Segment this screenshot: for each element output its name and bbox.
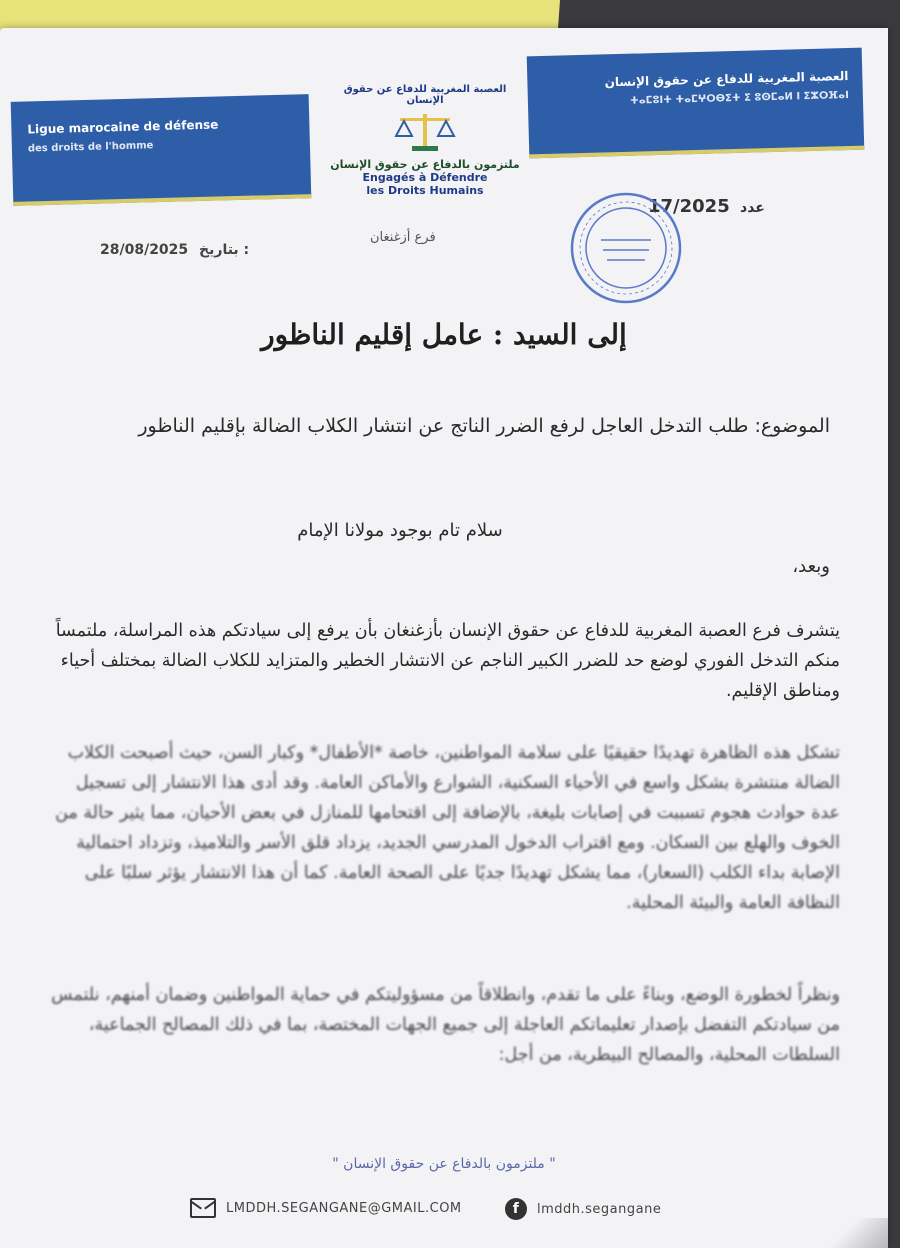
subject-label: الموضوع: [754, 415, 830, 437]
logo-french-slogan-2: les Droits Humains [366, 184, 484, 197]
right-banner-line1: العصبة المغربية للدفاع عن حقوق الإنسان [604, 68, 849, 90]
ref-number-label: عدد [740, 200, 765, 216]
right-banner-line2: ⵜⴰⵎⵓⵏⵜ ⵜⴰⵎⵖⵔⴱⵉⵜ ⵉ ⵓⵙⵎⴰⵍ ⵏ ⵉⵣⵔⴼⴰⵏ [629, 89, 849, 107]
logo-arabic-slogan: ملتزمون بالدفاع عن حقوق الإنسان [330, 158, 520, 171]
organization-stamp-icon [565, 190, 687, 306]
footer-facebook [505, 1198, 661, 1220]
paragraph-3: ونظراً لخطورة الوضع، وبناءً على ما تقدم، وانطلاقاً من مسؤوليتكم في حماية المواطنين وضمان أمنهم، نلتمس من سيادتكم التفضل بإصدار تعليماتكم العاجلة إلى جميع الجهات المختصة، بما في ذلك المصالح الجماعية، السلطات المحلية، والمصالح البيطرية، من أجل: [51, 985, 840, 1065]
organization-logo [330, 84, 520, 254]
email-address: LMDDH.SEGANGANE@GMAIL.COM [226, 1200, 462, 1216]
scales-of-justice-icon [390, 110, 460, 154]
page-corner-shadow [818, 1218, 888, 1248]
logo-french-slogan-1: Engagés à Défendre [362, 171, 488, 184]
ref-number-value: 17/2025 [648, 196, 730, 217]
subject-text: طلب التدخل العاجل لرفع الضرر الناتج عن انتشار الكلاب الضالة بإقليم الناظور [138, 415, 749, 437]
left-header-banner [11, 94, 312, 206]
greeting: سلام تام بوجود مولانا الإمام [297, 520, 503, 541]
branch-name: فرع أزغنغان [370, 230, 436, 245]
date-line [100, 242, 249, 258]
after-greeting: وبعد، [792, 556, 830, 577]
footer-motto: " ملتزمون بالدفاع عن حقوق الإنسان " [332, 1156, 556, 1172]
right-header-banner [527, 48, 865, 159]
paragraph-1: يتشرف فرع العصبة المغربية للدفاع عن حقوق الإنسان بأزغنغان بأن يرفع إلى سيادتكم هذه المراسلة، ملتمساً منكم التدخل الفوري لوضع حد للضرر الكبير الناجم عن الانتشار الخطير والمتزايد للكلاب الضالة بمختلف أحياء ومناطق الإقليم. [55, 621, 840, 701]
facebook-icon: f [505, 1198, 527, 1220]
addressee-heading: إلى السيد : عامل إقليم الناظور [261, 318, 627, 351]
subject-line [90, 408, 830, 444]
facebook-handle: lmddh.segangane [537, 1201, 662, 1217]
date-value: 28/08/2025 [100, 242, 189, 258]
left-banner-line2: des droits de l'homme [27, 140, 154, 155]
date-label: بتاريخ : [199, 242, 250, 258]
footer-email [190, 1198, 462, 1218]
left-banner-line1: Ligue marocaine de défense [27, 117, 219, 137]
logo-arc-text: العصبة المغربية للدفاع عن حقوق الإنسان [343, 84, 507, 106]
mail-icon [190, 1198, 216, 1218]
paragraph-2: تشكل هذه الظاهرة تهديدًا حقيقيًا على سلامة المواطنين، خاصة *الأطفال* وكبار السن، حيث أصبحت الكلاب الضالة منتشرة بشكل واسع في الأحياء السكنية، الشوارع والأماكن العامة. وقد أدى هذا الانتشار إلى تسجيل عدة حوادث هجوم تسببت في إصابات بليغة، بالإضافة إلى اقتحامها للمنازل في بعض الأحيان، مما يثير حالة من الخوف والهلع بين السكان. ومع اقتراب الدخول المدرسي الجديد، يزداد قلق الأسر والتلاميذ، وتزداد احتمالية الإصابة بداء الكلب (السعار)، مما يشكل تهديدًا جديًا على الصحة العامة. كما أن هذا الانتشار يؤثر سلبًا على النظافة العامة والبيئة المحلية. [55, 743, 840, 913]
letter-page [0, 28, 888, 1248]
